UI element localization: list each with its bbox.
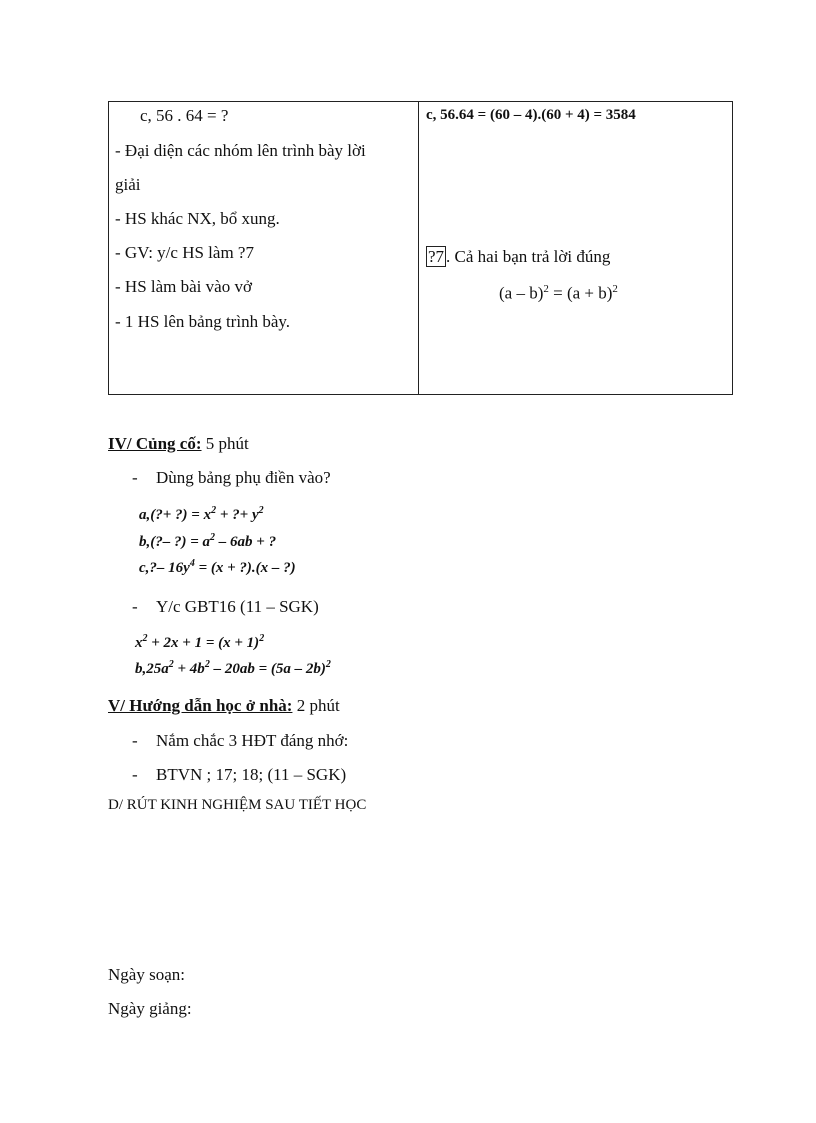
formula-b-exp: 2: [210, 532, 216, 543]
right-equation: [499, 283, 618, 304]
section4-time: 5 phút: [201, 434, 249, 453]
left-row-board: - 1 HS lên bảng trình bày.: [115, 312, 291, 331]
bullet-dash: -: [132, 731, 138, 750]
formula-b-part2: – 6ab + ?: [215, 534, 277, 550]
formula-a: [139, 505, 264, 524]
formula-e-part1: b,25a: [135, 661, 169, 677]
eq-left: (a – b): [499, 283, 544, 303]
bullet-dash: -: [132, 468, 138, 487]
q7-text: . Cả hai bạn trả lời đúng: [446, 247, 611, 266]
eq-exp1: 2: [543, 283, 549, 295]
bullet-dash: -: [132, 765, 138, 784]
formula-a-exp2: 2: [258, 505, 264, 516]
formula-e-exp3: 2: [325, 659, 331, 670]
formula-b-part1: b,(?– ?) = a: [139, 534, 211, 550]
left-row-students: - HS làm bài vào vở: [115, 277, 252, 296]
left-row-calc: c, 56 . 64 = ?: [140, 106, 229, 125]
section4-bullet2: Y/c GBT16 (11 – SGK): [156, 597, 319, 616]
formula-d-part1: x: [135, 635, 143, 651]
formula-c-exp: 4: [189, 558, 195, 569]
formula-e: [135, 659, 331, 678]
formula-e-part2: + 4b: [173, 661, 205, 677]
formula-a-exp1: 2: [211, 505, 217, 516]
formula-d-exp1: 2: [142, 633, 148, 644]
section5-title: [108, 696, 340, 716]
eq-exp2: 2: [612, 283, 618, 295]
formula-d-exp2: 2: [259, 633, 265, 644]
section5-time: 2 phút: [292, 696, 340, 715]
formula-e-exp1: 2: [168, 659, 174, 670]
section4-title: [108, 434, 249, 454]
eq-mid: = (a + b): [548, 283, 613, 303]
ngay-giang-label: Ngày giảng:: [108, 999, 192, 1018]
left-row-solution: giải: [115, 175, 141, 194]
formula-e-part3: – 20ab = (5a – 2b): [209, 661, 326, 677]
formula-c-part2: = (x + ?).(x – ?): [194, 560, 296, 576]
section5-bullet2: BTVN ; 17; 18; (11 – SGK): [156, 765, 347, 784]
sectionD-heading: D/ RÚT KINH NGHIỆM SAU TIẾT HỌC: [108, 797, 367, 813]
formula-a-part1: a,(?+ ?) = x: [139, 507, 212, 523]
table-divider: [418, 102, 419, 394]
ngay-soan-label: Ngày soạn:: [108, 965, 185, 984]
formula-c: [139, 558, 296, 577]
formula-a-part2: + ?+ y: [216, 507, 259, 523]
left-row-present: - Đại diện các nhóm lên trình bày lời: [115, 141, 366, 160]
left-row-review: - HS khác NX, bổ xung.: [115, 209, 280, 228]
bullet-dash: -: [132, 597, 138, 616]
q7-box: ?7: [428, 247, 445, 266]
formula-e-exp2: 2: [204, 659, 210, 670]
section4-bullet1: Dùng bảng phụ điền vào?: [156, 468, 331, 487]
right-calc: c, 56.64 = (60 – 4).(60 + 4) = 3584: [426, 107, 636, 123]
left-row-teacher: - GV: y/c HS làm ?7: [115, 243, 254, 262]
formula-b: [139, 532, 276, 551]
right-q7: [426, 247, 610, 267]
formula-c-part1: c,?– 16y: [139, 560, 190, 576]
section5-heading: V/ Hướng dẫn học ở nhà:: [108, 696, 293, 715]
formula-d: [135, 633, 264, 652]
section4-heading: IV/ Củng cố:: [108, 434, 202, 453]
section5-bullet1: Nắm chắc 3 HĐT đáng nhớ:: [156, 731, 349, 750]
lesson-table: [108, 101, 733, 395]
formula-d-part2: + 2x + 1 = (x + 1): [147, 635, 260, 651]
